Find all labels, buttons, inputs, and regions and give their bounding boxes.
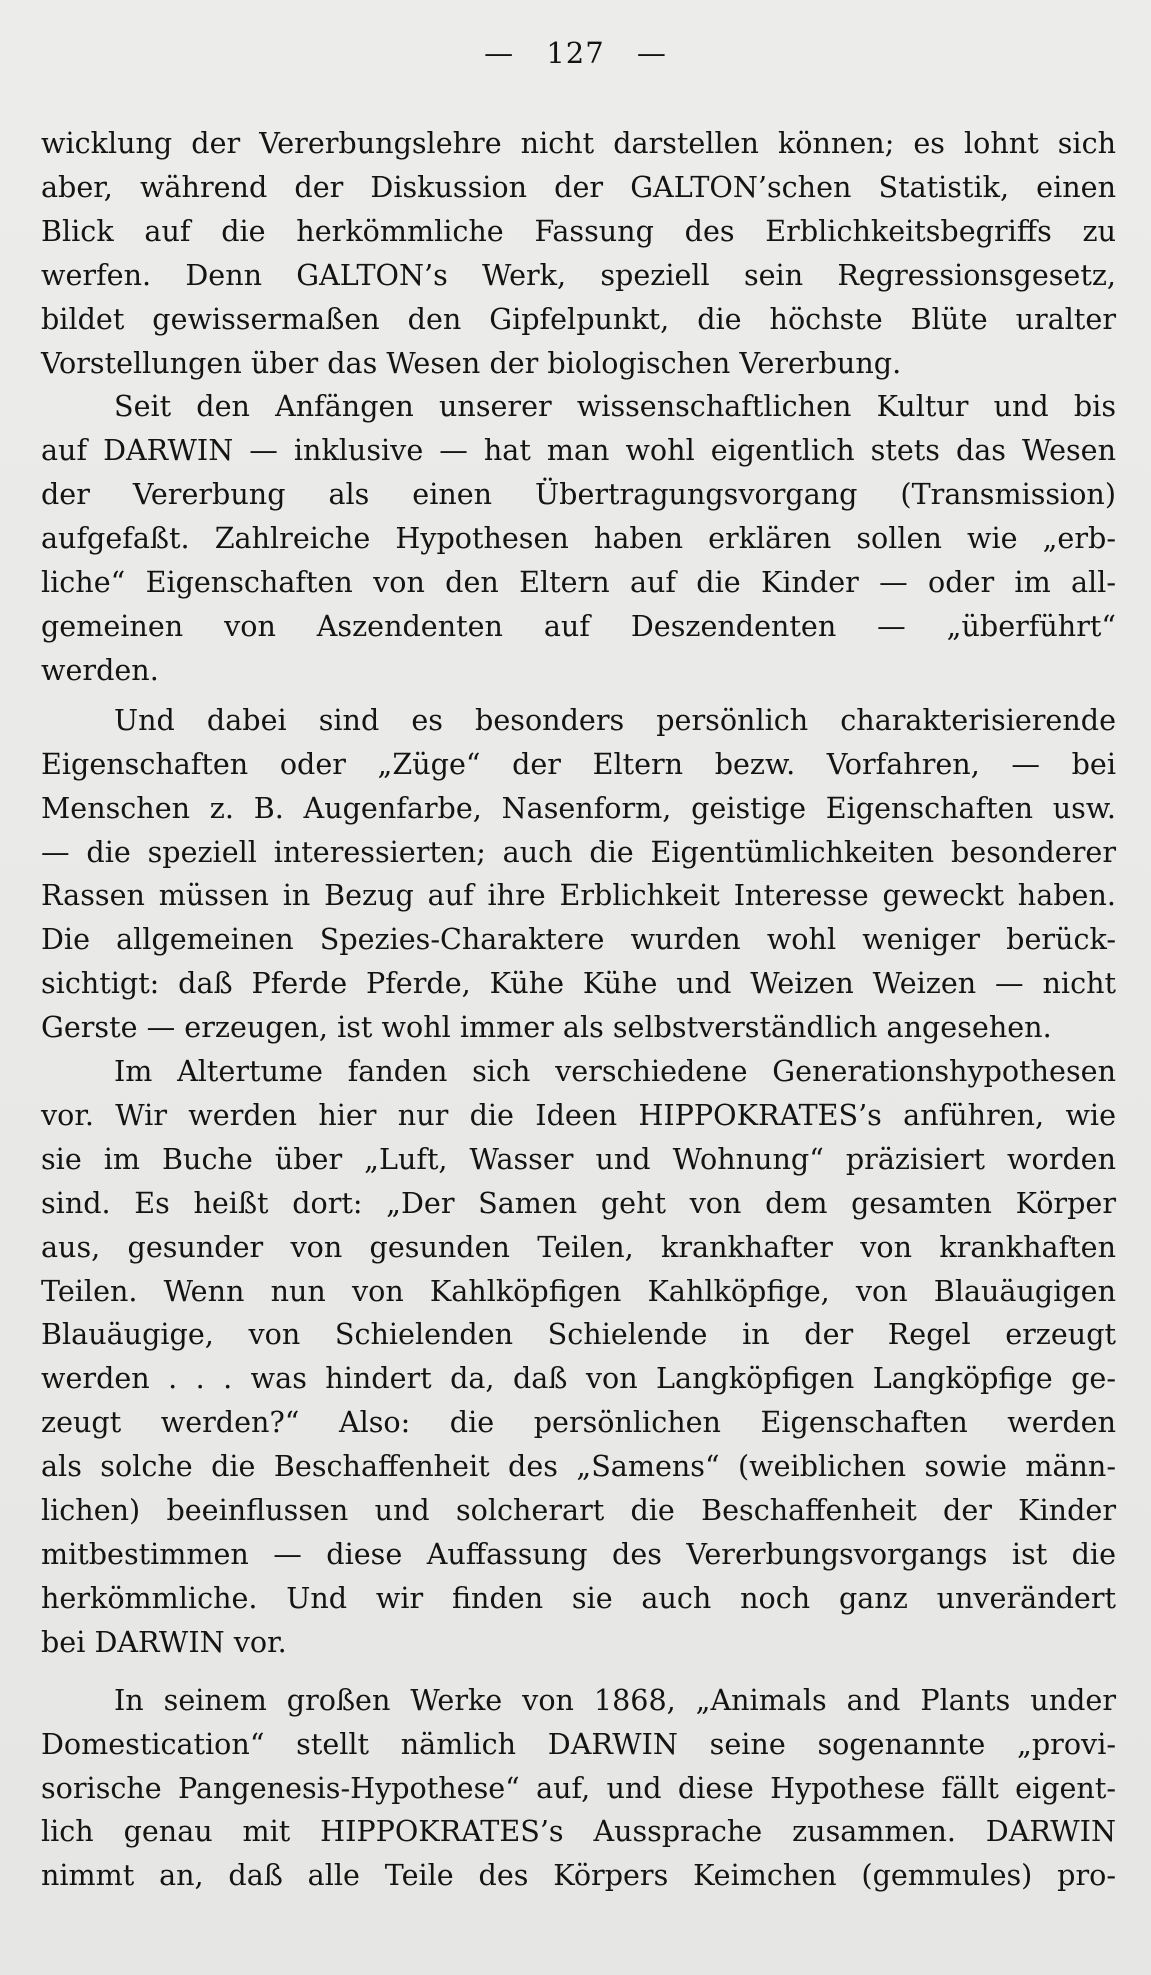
text-line: bildet gewissermaßen den Gipfelpunkt, die höchste Blüte uralter: [41, 301, 1116, 336]
text-line: werden . . . was hindert da, daß von Langköpfigen Langköpfige ge-: [41, 1361, 1116, 1396]
text-line: werden.: [41, 652, 159, 687]
text-line: lichen) beeinflussen und solcherart die Beschaffenheit der Kinder: [41, 1493, 1116, 1528]
page-number: 127: [546, 36, 605, 70]
text-line: Gerste — erzeugen, ist wohl immer als selbstverständlich angesehen.: [41, 1010, 1052, 1045]
text-line: Die allgemeinen Spezies-Charaktere wurden wohl weniger berück-: [41, 922, 1116, 957]
paragraph-4: [41, 1050, 1116, 1665]
text-line: liche“ Eigenschaften von den Eltern auf die Kinder — oder im all-: [41, 565, 1116, 600]
text-line: In seinem großen Werke von 1868, „Animals and Plants under: [114, 1682, 1116, 1717]
text-line: Menschen z. B. Augenfarbe, Nasenform, geistige Eigenschaften usw.: [41, 790, 1116, 825]
text-line: werfen. Denn GALTON’s Werk, speziell sein Regressionsgesetz,: [41, 257, 1116, 292]
text-line: der Vererbung als einen Übertragungsvorgang (Transmission): [41, 477, 1116, 512]
paragraph-2: [41, 385, 1116, 692]
text-line: lich genau mit HIPPOKRATES’s Aussprache zusammen. DARWIN: [41, 1814, 1116, 1849]
text-line: aber, während der Diskussion der GALTON’schen Statistik, einen: [41, 169, 1116, 204]
text-line: nimmt an, daß alle Teile des Körpers Keimchen (gemmules) pro-: [41, 1858, 1116, 1893]
text-line: Blick auf die herkömmliche Fassung des Erblichkeitsbegriffs zu: [41, 213, 1116, 248]
text-line: als solche die Beschaffenheit des „Samens“ (weiblichen sowie männ-: [41, 1449, 1116, 1484]
text-line: sie im Buche über „Luft, Wasser und Wohnung“ präzisiert worden: [41, 1141, 1116, 1176]
text-line: aus, gesunder von gesunden Teilen, krankhafter von krankhaften: [41, 1229, 1116, 1264]
text-line: Rassen müssen in Bezug auf ihre Erblichkeit Interesse geweckt haben.: [41, 878, 1116, 913]
header-dash-right: —: [636, 36, 667, 70]
text-line: Blauäugige, von Schielenden Schielende in der Regel erzeugt: [41, 1317, 1116, 1352]
text-line: Domestication“ stellt nämlich DARWIN seine sogenannte „provi-: [41, 1726, 1116, 1761]
text-line: sind. Es heißt dort: „Der Samen geht von dem gesamten Körper: [41, 1185, 1116, 1220]
text-line: zeugt werden?“ Also: die persönlichen Eigenschaften werden: [41, 1405, 1116, 1440]
page-header: [0, 36, 1151, 70]
text-line: Und dabei sind es besonders persönlich charakterisierende: [114, 702, 1116, 737]
paragraph-3: [41, 699, 1116, 1050]
paragraph-5: [41, 1679, 1116, 1899]
paragraph-gap: [41, 1665, 1116, 1679]
text-line: sichtigt: daß Pferde Pferde, Kühe Kühe und Weizen Weizen — nicht: [41, 966, 1116, 1001]
text-line: — die speziell interessierten; auch die Eigentümlichkeiten besonderer: [41, 834, 1116, 869]
text-line: gemeinen von Aszendenten auf Deszendenten — „überführt“: [41, 608, 1116, 643]
text-line: sorische Pangenesis-Hypothese“ auf, und diese Hypothese fällt eigent-: [41, 1770, 1116, 1805]
text-line: mitbestimmen — diese Auffassung des Vererbungsvorgangs ist die: [41, 1537, 1116, 1571]
text-line: aufgefaßt. Zahlreiche Hypothesen haben erklären sollen wie „erb-: [41, 521, 1116, 556]
text-line: bei DARWIN vor.: [41, 1624, 287, 1659]
header-dash-left: —: [484, 36, 515, 70]
text-line: wicklung der Vererbungslehre nicht darstellen können; es lohnt sich: [41, 126, 1116, 160]
paragraph-1: [41, 122, 1116, 385]
text-line: Seit den Anfängen unserer wissenschaftlichen Kultur und bis: [114, 389, 1116, 424]
text-line: herkömmliche. Und wir finden sie auch noch ganz unverändert: [41, 1580, 1116, 1615]
text-line: Im Altertume fanden sich verschiedene Generationshypothesen: [114, 1054, 1116, 1089]
page-body: [41, 122, 1116, 1898]
text-line: Vorstellungen über das Wesen der biologischen Vererbung.: [41, 345, 902, 380]
text-line: Eigenschaften oder „Züge“ der Eltern bezw. Vorfahren, — bei: [41, 746, 1116, 781]
text-line: auf DARWIN — inklusive — hat man wohl eigentlich stets das Wesen: [41, 433, 1116, 468]
text-line: vor. Wir werden hier nur die Ideen HIPPOKRATES’s anführen, wie: [41, 1097, 1116, 1132]
text-line: Teilen. Wenn nun von Kahlköpfigen Kahlköpfige, von Blauäugigen: [41, 1273, 1116, 1308]
